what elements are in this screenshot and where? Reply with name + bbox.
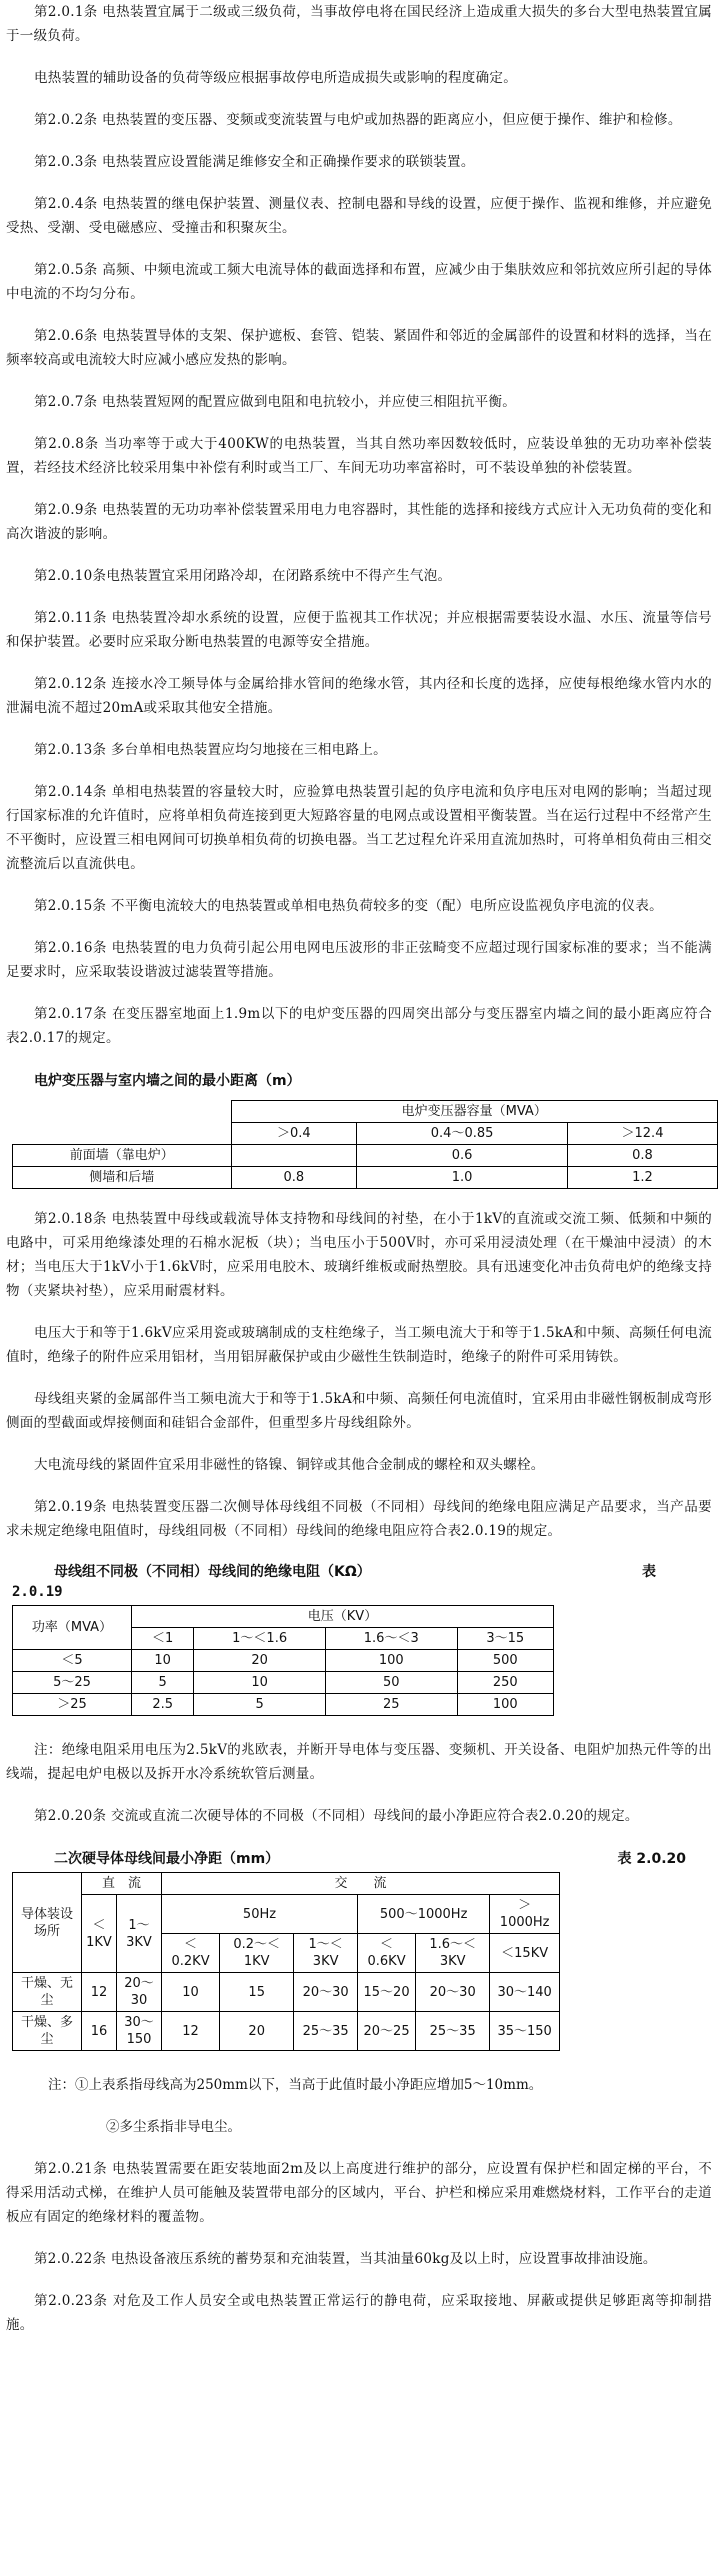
paragraph: 第2.0.1条 电热装置宜属于二级或三级负荷，当事故停电将在国民经济上造成重大损失的多台大型电热装置宜属于一级负荷。 — [6, 4, 712, 44]
paragraph: 第2.0.8条 当功率等于或大于400KW的电热装置，当其自然功率因数较低时，应装设单独的无功功率补偿装置，若经技术经济比较采用集中补偿有利时或当工厂、车间无功功率富裕时，可不装设单独的补偿装置。 — [6, 436, 712, 476]
row-label: 前面墙（靠电炉） — [13, 1145, 232, 1167]
paragraph: 母线组夹紧的金属部件当工频电流大于和等于1.5kA和中频、高频任何电流值时，宜采用由非磁性钢板制成弯形侧面的型截面或焊接侧面和硅铝合金部件，但重型多片母线组除外。 — [6, 1391, 712, 1431]
paragraph: 第2.0.6条 电热装置导体的支架、保护遮板、套管、铠装、紧固件和邻近的金属部件的设置和材料的选择，当在频率较高或电流较大时应减小感应发热的影响。 — [6, 328, 712, 368]
col-header: 1.6～＜3 — [325, 1628, 457, 1650]
paragraph: 第2.0.3条 电热装置应设置能满足维修安全和正确操作要求的联锁装置。 — [34, 154, 475, 170]
col-header: 1.6～＜3KV — [416, 1934, 490, 1973]
table-title: 二次硬导体母线间最小净距（mm） — [54, 1851, 280, 1867]
table-cell: 2.5 — [132, 1694, 194, 1716]
row-label: ＜5 — [13, 1650, 132, 1672]
insulation-table — [12, 1605, 554, 1716]
row-label: 5～25 — [13, 1672, 132, 1694]
col-header: ＞1000Hz — [490, 1895, 560, 1934]
table-number-label: 表 — [642, 1564, 656, 1580]
row-label: 干燥、无尘 — [13, 1973, 82, 2012]
table-cell: 25～35 — [294, 2012, 358, 2051]
table-cell: 30～140 — [490, 1973, 560, 2012]
table-row — [13, 1973, 560, 2012]
col-header: ＜0.2KV — [162, 1934, 220, 1973]
table-cell: 50 — [325, 1672, 457, 1694]
table-row — [13, 1672, 554, 1694]
table-number: 2.0.19 — [12, 1584, 63, 1600]
table-title: 母线组不同极（不同相）母线间的绝缘电阻（KΩ） — [54, 1564, 371, 1580]
clearance-table — [12, 1872, 560, 2051]
col-header: 500～1000Hz — [358, 1895, 490, 1934]
paragraph: 大电流母线的紧固件宜采用非磁性的铬镍、铜锌或其他合金制成的螺栓和双头螺栓。 — [34, 1457, 545, 1473]
paragraph: 电热装置的辅助设备的负荷等级应根据事故停电所造成损失或影响的程度确定。 — [34, 70, 517, 86]
table-group-header: 电炉变压器容量（MVA） — [231, 1101, 718, 1123]
col-header: 1～3KV — [117, 1895, 162, 1973]
table-cell: 5 — [194, 1694, 326, 1716]
distance-table — [12, 1100, 718, 1189]
table-note: 注：①上表系指母线高为250mm以下，当高于此值时最小净距应增加5～10mm。 — [48, 2077, 543, 2093]
col-header: 1～＜1.6 — [194, 1628, 326, 1650]
col-header: ＞12.4 — [568, 1123, 718, 1145]
table-row — [13, 1145, 718, 1167]
paragraph: 第2.0.4条 电热装置的继电保护装置、测量仪表、控制电器和导线的设置，应便于操作、监视和维修，并应避免受热、受潮、受电磁感应、受撞击和积聚灰尘。 — [6, 196, 712, 236]
paragraph: 第2.0.14条 单相电热装置的容量较大时，应验算电热装置引起的负序电流和负序电压对电网的影响；当超过现行国家标准的允许值时，应将单相负荷连接到更大短路容量的电网点或设置相平衡装置。当在运行过程中不经常产生不平衡时，应设置三相电网间可切换单相负荷的切换电器。当工艺过程允许采用直流加热时，可将单相负荷由三相交流整流后以直流供电。 — [6, 784, 712, 872]
table-cell: 0.8 — [568, 1145, 718, 1167]
table-caption — [6, 1846, 686, 1872]
table-group-header: 交 流 — [162, 1873, 560, 1895]
table-cell: 20～30 — [416, 1973, 490, 2012]
paragraph: 第2.0.5条 高频、中频电流或工频大电流导体的截面选择和布置，应减少由于集肤效应和邻抗效应所引起的导体中电流的不均匀分布。 — [6, 262, 712, 302]
paragraph: 第2.0.17条 在变压器室地面上1.9m以下的电炉变压器的四周突出部分与变压器室内墙之间的最小距离应符合表2.0.17的规定。 — [6, 1006, 712, 1046]
paragraph: 第2.0.9条 电热装置的无功功率补偿装置采用电力电容器时，其性能的选择和接线方式应计入无功负荷的变化和高次谐波的影响。 — [6, 502, 712, 542]
paragraph: 第2.0.15条 不平衡电流较大的电热装置或单相电热负荷较多的变（配）电所应设监视负序电流的仪表。 — [34, 898, 663, 914]
row-label: 干燥、多尘 — [13, 2012, 82, 2051]
table-cell: 20～25 — [358, 2012, 416, 2051]
table-cell: 100 — [457, 1694, 553, 1716]
col-header: 3～15 — [457, 1628, 553, 1650]
table-row — [13, 1650, 554, 1672]
table-title: 电炉变压器与室内墙之间的最小距离（m） — [34, 1073, 301, 1089]
table-cell: 10 — [194, 1672, 326, 1694]
paragraph: 电压大于和等于1.6kV应采用瓷或玻璃制成的支柱绝缘子，当工频电流大于和等于1.5kA和中频、高频任何电流值时，绝缘子的附件应采用铝材，当用铝屏蔽保护或由少磁性生铁制造时，绝缘子的附件可采用铸铁。 — [6, 1325, 712, 1365]
table-cell: 1.2 — [568, 1167, 718, 1189]
table-row — [13, 2012, 560, 2051]
table-cell: 25 — [325, 1694, 457, 1716]
col-header: 1～＜3KV — [294, 1934, 358, 1973]
col-header: 功率（MVA） — [13, 1606, 132, 1650]
col-header: ＜0.6KV — [358, 1934, 416, 1973]
table-cell: 30～150 — [117, 2012, 162, 2051]
table-cell: 20 — [220, 2012, 294, 2051]
table-group-header: 直 流 — [82, 1873, 162, 1895]
paragraph: 第2.0.11条 电热装置冷却水系统的设置，应便于监视其工作状况；并应根据需要装设水温、水压、流量等信号和保护装置。必要时应采取分断电热装置的电源等安全措施。 — [6, 610, 712, 650]
paragraph: 第2.0.18条 电热装置中母线或载流导体支持物和母线间的衬垫，在小于1kV的直流或交流工频、低频和中频的电路中，可采用绝缘漆处理的石棉水泥板（块）；当电压小于500V时，亦可采用浸渍处理（在干燥油中浸渍）的木材；当电压大于1kV小于1.6kV时，应采用电胶木、玻璃纤维板或耐热塑胶。具有迅速变化冲击负荷电炉的绝缘支持物（夹紧块衬垫），应采用耐震材料。 — [6, 1211, 712, 1299]
table-cell: 12 — [162, 2012, 220, 2051]
col-header: 50Hz — [162, 1895, 358, 1934]
table-cell: 100 — [325, 1650, 457, 1672]
table-cell: 1.0 — [357, 1167, 568, 1189]
table-cell: 250 — [457, 1672, 553, 1694]
table-cell: 0.8 — [231, 1167, 357, 1189]
table-cell: 15～20 — [358, 1973, 416, 2012]
paragraph: 第2.0.12条 连接水冷工频导体与金属给排水管间的绝缘水管，其内径和长度的选择，应使每根绝缘水管内水的泄漏电流不超过20mA或采取其他安全措施。 — [6, 676, 712, 716]
table-group-header: 电压（KV） — [132, 1606, 554, 1628]
table-caption — [6, 1561, 656, 1581]
table-row — [13, 1167, 718, 1189]
col-header: ＜1KV — [82, 1895, 117, 1973]
paragraph: 第2.0.19条 电热装置变压器二次侧导体母线组不同极（不同相）母线间的绝缘电阻应满足产品要求，当产品要求未规定绝缘电阻值时，母线组同极（不同相）母线间的绝缘电阻应符合表2.0.19的规定。 — [6, 1499, 712, 1539]
paragraph: 第2.0.2条 电热装置的变压器、变频或变流装置与电炉或加热器的距离应小，但应便于操作、维护和检修。 — [34, 112, 682, 128]
table-cell: 0.6 — [357, 1145, 568, 1167]
table-cell: 20～30 — [117, 1973, 162, 2012]
col-header: 0.4～0.85 — [357, 1123, 568, 1145]
table-cell: 35～150 — [490, 2012, 560, 2051]
col-header: ＜15KV — [490, 1934, 560, 1973]
paragraph: 第2.0.7条 电热装置短网的配置应做到电阻和电抗较小，并应使三相阻抗平衡。 — [34, 394, 517, 410]
table-cell: 5 — [132, 1672, 194, 1694]
paragraph: 第2.0.13条 多台单相电热装置应均匀地接在三相电路上。 — [34, 742, 387, 758]
paragraph: 第2.0.23条 对危及工作人员安全或电热装置正常运行的静电荷，应采取接地、屏蔽或提供足够距离等抑制措施。 — [6, 2293, 712, 2333]
table-cell: 12 — [82, 1973, 117, 2012]
col-header: ＞0.4 — [231, 1123, 357, 1145]
paragraph: 第2.0.22条 电热设备液压系统的蓄势泵和充油装置，当其油量60kg及以上时，应设置事故排油设施。 — [34, 2251, 657, 2267]
table-cell: 500 — [457, 1650, 553, 1672]
table-cell: 10 — [132, 1650, 194, 1672]
table-cell: 25～35 — [416, 2012, 490, 2051]
table-cell: 20～30 — [294, 1973, 358, 2012]
row-label: ＞25 — [13, 1694, 132, 1716]
paragraph: 注：绝缘电阻采用电压为2.5kV的兆欧表，并断开导电体与变压器、变频机、开关设备、电阻炉加热元件等的出线端，提起电炉电极以及拆开水冷系统软管后测量。 — [6, 1742, 712, 1782]
paragraph: 第2.0.20条 交流或直流二次硬导体的不同极（不同相）母线间的最小净距应符合表2.0.20的规定。 — [34, 1808, 639, 1824]
paragraph: 第2.0.21条 电热装置需要在距安装地面2m及以上高度进行维护的部分，应设置有保护栏和固定梯的平台，不得采用活动式梯，在维护人员可能触及装置带电部分的区域内，平台、护栏和梯应采用难燃烧材料，工作平台的走道板应有固定的绝缘材料的覆盖物。 — [6, 2161, 712, 2225]
table-cell: 10 — [162, 1973, 220, 2012]
table-cell: 16 — [82, 2012, 117, 2051]
col-header: 导体装设场所 — [13, 1873, 82, 1973]
col-header: ＜1 — [132, 1628, 194, 1650]
table-cell — [231, 1145, 357, 1167]
paragraph: 第2.0.10条电热装置宜采用闭路冷却，在闭路系统中不得产生气泡。 — [34, 568, 452, 584]
corner-cell — [13, 1101, 232, 1145]
paragraph: 第2.0.16条 电热装置的电力负荷引起公用电网电压波形的非正弦畸变不应超过现行国家标准的要求；当不能满足要求时，应采取装设谐波过滤装置等措施。 — [6, 940, 712, 980]
table-number: 表 2.0.20 — [617, 1851, 686, 1867]
table-note: ②多尘系指非导电尘。 — [106, 2119, 241, 2135]
table-cell: 15 — [220, 1973, 294, 2012]
table-cell: 20 — [194, 1650, 326, 1672]
col-header: 0.2～＜1KV — [220, 1934, 294, 1973]
row-label: 侧墙和后墙 — [13, 1167, 232, 1189]
table-row — [13, 1694, 554, 1716]
